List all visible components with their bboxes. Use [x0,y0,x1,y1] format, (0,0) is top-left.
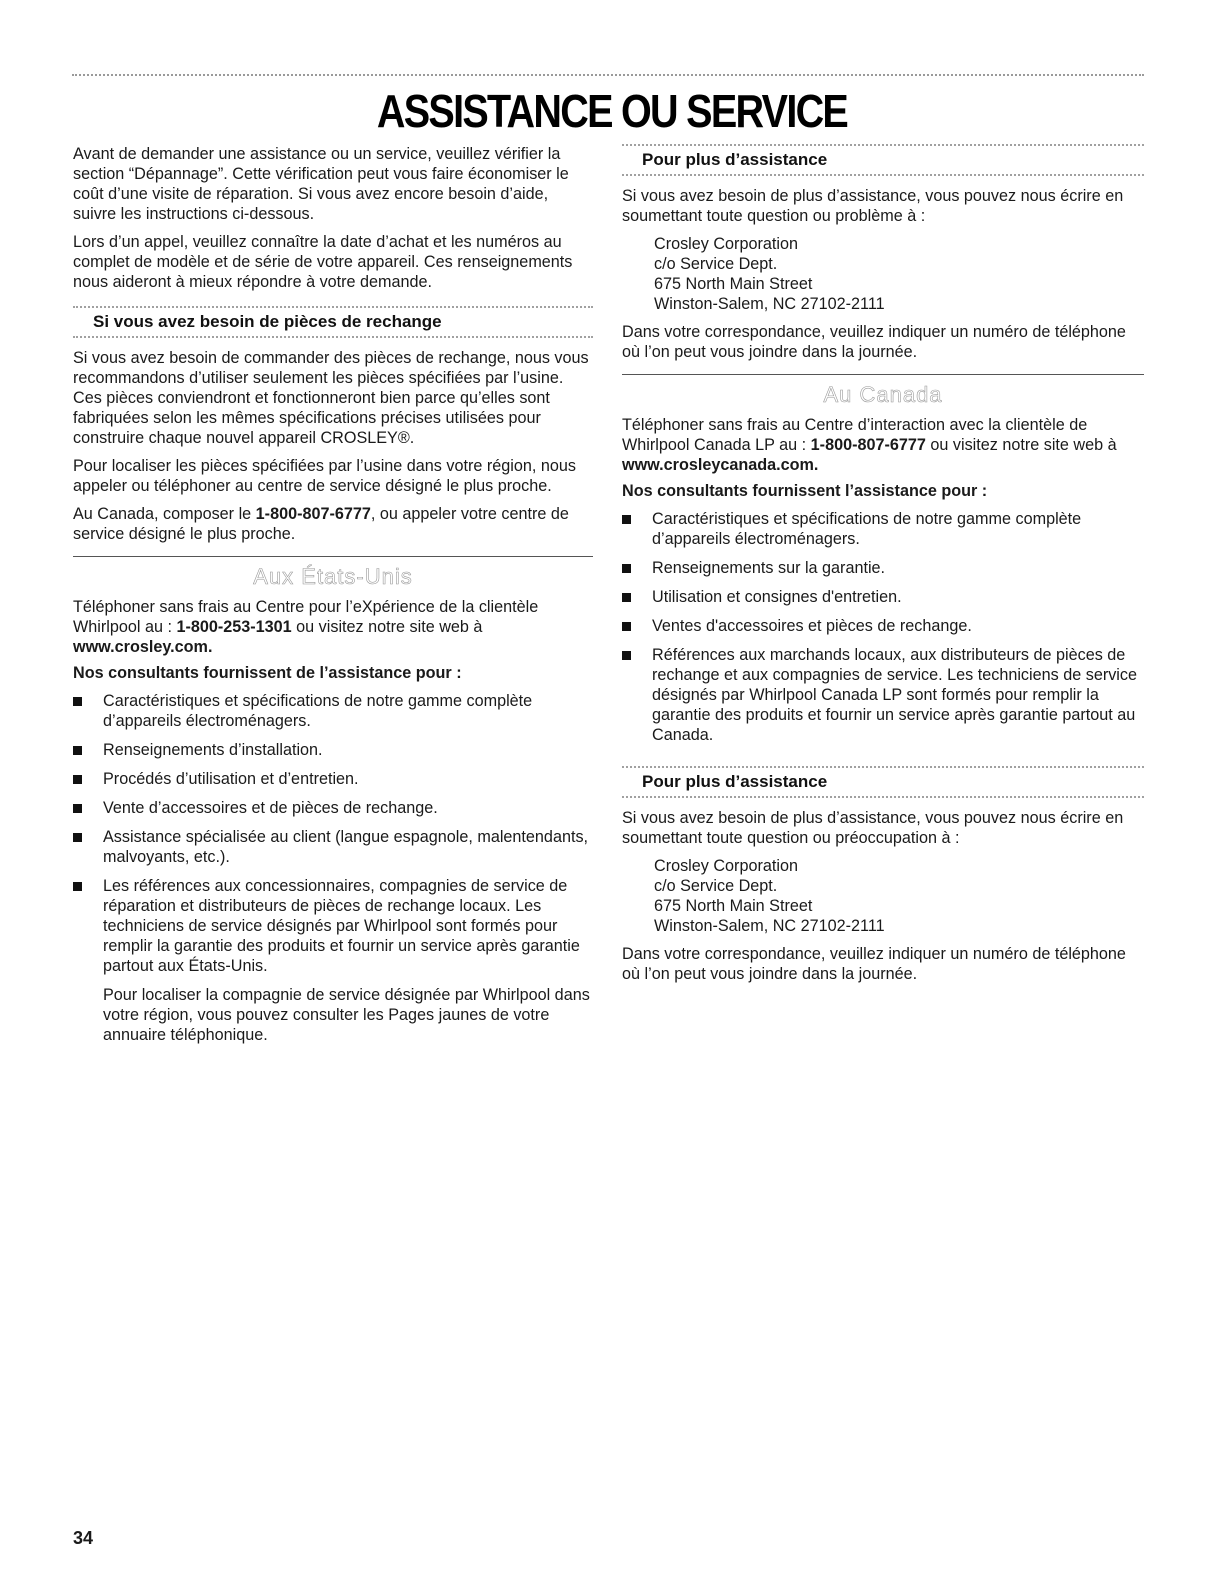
address-line: 675 North Main Street [654,897,813,915]
us-region-heading: Aux États-Unis [253,564,413,589]
list-item-text: Caractéristiques et spécifications de notre gamme complète d’appareils électroménagers. [103,692,533,730]
list-item-text: Vente d’accessoires et de pièces de rechange. [103,799,438,817]
section-divider [622,374,1144,375]
parts-paragraph: Pour localiser les pièces spécifiées par l’usine dans votre région, nous appeler ou téléphoner au centre de service désigné le plus proche. [73,457,576,495]
address-line: c/o Service Dept. [654,255,778,273]
bullet-icon [622,515,631,524]
mailing-address [622,856,1144,936]
left-column [73,144,593,1053]
bullet-icon [73,882,82,891]
list-item [73,740,593,760]
list-item-text: Renseignements sur la garantie. [652,559,886,577]
us-website-link[interactable]: www.crosley.com. [73,638,213,656]
canada-intro [622,415,1144,475]
list-item [73,876,593,976]
list-item-text: Références aux marchands locaux, aux distributeurs de pièces de rechange et aux compagnies de service. Les techniciens de service désignés par Whirlpool Canada LP sont formés pour remplir la garantie des produits et fournir un service après garantie partout au Canada. [652,646,1138,744]
list-item [622,509,1144,549]
top-divider [72,74,1144,76]
canada-phone-number: 1-800-807-6777 [255,505,371,523]
correspondence-note: Dans votre correspondance, veuillez indiquer un numéro de téléphone où l’on peut vous joindre dans la journée. [622,945,1126,983]
canada-website-link[interactable]: www.crosleycanada.com. [622,456,819,474]
text: Téléphoner sans frais au Centre d’interaction avec la clientèle de Whirlpool Canada LP au : [622,416,1088,454]
more-assistance-intro: Si vous avez besoin de plus d’assistance, vous pouvez nous écrire en soumettant toute question ou préoccupation à : [622,809,1124,847]
mailing-address [622,234,1144,314]
bullet-icon [73,746,82,755]
address-line: c/o Service Dept. [654,877,778,895]
list-item-text: Utilisation et consignes d'entretien. [652,588,902,606]
text: , ou appeler votre centre de service désigné le plus proche. [73,505,569,543]
page-number: 34 [73,1528,94,1548]
list-item-text: Assistance spécialisée au client (langue espagnole, malentendants, malvoyants, etc.). [103,828,589,866]
list-item [73,798,593,818]
us-phone-number: 1-800-253-1301 [176,618,292,636]
list-item-text: Caractéristiques et spécifications de notre gamme complète d’appareils électroménagers. [652,510,1082,548]
parts-paragraph: Si vous avez besoin de commander des pièces de rechange, nous vous recommandons d’utiliser seulement les pièces spécifiées par l’usine. Ces pièces conviendront et fonctionneront bien parce qu’elles sont fabriquées selon les mêmes spécifications précises utilisées pour construire chaque nouvel appareil CROSLEY®. [73,349,589,447]
bullet-icon [622,651,631,660]
us-services-lead: Nos consultants fournissent de l’assistance pour : [73,664,462,682]
more-assistance-heading: Pour plus d’assistance [622,766,1144,798]
us-intro [73,597,593,657]
text: Téléphoner sans frais au Centre pour l’eXpérience de la clientèle Whirlpool au : [73,598,539,636]
intro-paragraph: Lors d’un appel, veuillez connaître la date d’achat et les numéros au complet de modèle et de série de votre appareil. Ces renseignements nous aideront à mieux répondre à votre demande. [73,233,573,291]
list-item-text: Procédés d’utilisation et d’entretien. [103,770,359,788]
more-assistance-heading: Pour plus d’assistance [622,144,1144,176]
list-item [73,827,593,867]
list-item [622,645,1144,745]
address-line: Winston-Salem, NC 27102-2111 [654,295,885,313]
section-divider [73,556,593,557]
page-title: ASSISTANCE OU SERVICE [376,85,848,137]
bullet-icon [73,833,82,842]
address-line: Crosley Corporation [654,235,798,253]
list-item-text: Ventes d'accessoires et pièces de rechange. [652,617,972,635]
canada-services-lead: Nos consultants fournissent l’assistance pour : [622,482,988,500]
correspondence-note: Dans votre correspondance, veuillez indiquer un numéro de téléphone où l’on peut vous joindre dans la journée. [622,323,1126,361]
address-line: Winston-Salem, NC 27102-2111 [654,917,885,935]
bullet-icon [73,775,82,784]
bullet-icon [73,804,82,813]
intro-paragraph: Avant de demander une assistance ou un service, veuillez vérifier la section “Dépannage”. Cette vérification peut vous faire économiser le coût d’une visite de réparation. Si vous avez encore besoin d’aide, suivre les instructions ci-dessous. [73,145,569,223]
list-item [73,769,593,789]
parts-canada-paragraph [73,504,593,544]
list-item [622,558,1144,578]
bullet-icon [622,622,631,631]
address-line: 675 North Main Street [654,275,813,293]
text: ou visitez notre site web à [925,436,1117,454]
list-item [622,587,1144,607]
us-services-list [73,691,593,976]
list-item [73,691,593,731]
list-item-text: Les références aux concessionnaires, compagnies de service de réparation et distributeurs de pièces de rechange locaux. Les techniciens de service désignés par Whirlpool sont formés pour remplir la garantie des produits et fournir un service après garantie partout aux États-Unis. [103,877,580,975]
bullet-icon [622,564,631,573]
address-line: Crosley Corporation [654,857,798,875]
text: ou visitez notre site web à [291,618,483,636]
bullet-icon [622,593,631,602]
canada-services-list [622,509,1144,745]
text: Au Canada, composer le [73,505,256,523]
more-assistance-intro: Si vous avez besoin de plus d’assistance, vous pouvez nous écrire en soumettant toute question ou problème à : [622,187,1124,225]
canada-phone-number: 1-800-807-6777 [810,436,926,454]
right-column [622,144,1144,992]
us-closing-paragraph: Pour localiser la compagnie de service désignée par Whirlpool dans votre région, vous pouvez consulter les Pages jaunes de votre annuaire téléphonique. [103,986,590,1044]
bullet-icon [73,697,82,706]
parts-heading: Si vous avez besoin de pièces de rechange [73,306,593,338]
list-item [622,616,1144,636]
canada-region-heading: Au Canada [823,382,943,407]
list-item-text: Renseignements d’installation. [103,741,323,759]
